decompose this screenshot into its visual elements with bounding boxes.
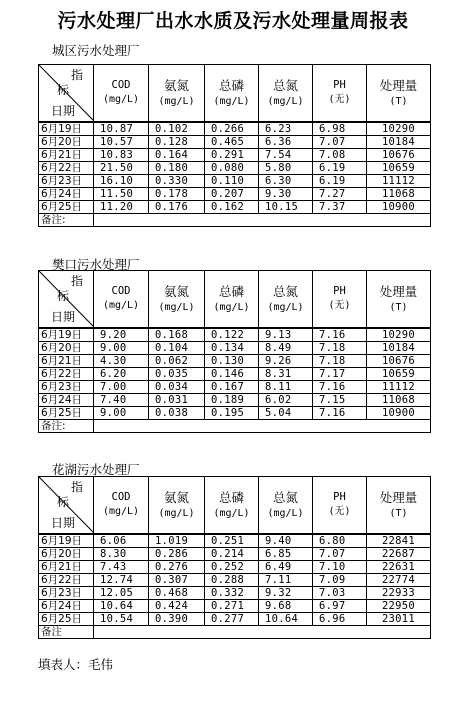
header-date-label: 日期 — [51, 104, 76, 118]
value-cell-cod: 7.40 — [94, 394, 149, 407]
value-cell-tp: 0.080 — [205, 162, 259, 175]
table-row — [39, 149, 431, 162]
value-cell-tn: 10.64 — [259, 613, 313, 626]
value-cell-tp: 0.465 — [205, 136, 259, 149]
value-cell-q: 22933 — [367, 587, 431, 600]
value-cell-ph: 7.07 — [313, 548, 367, 561]
value-cell-tn: 6.30 — [259, 175, 313, 188]
value-cell-ph: 7.16 — [313, 328, 367, 342]
table-row — [39, 328, 431, 342]
value-cell-cod: 21.50 — [94, 162, 149, 175]
table-row — [39, 548, 431, 561]
plant-name: 樊口污水处理厂 — [52, 257, 140, 272]
value-cell-q: 11068 — [367, 188, 431, 201]
table-row — [39, 587, 431, 600]
value-cell-ph: 6.96 — [313, 613, 367, 626]
column-unit: (T) — [389, 301, 408, 313]
header-row — [39, 65, 431, 123]
value-cell-ph: 6.19 — [313, 162, 367, 175]
value-cell-ph: 7.27 — [313, 188, 367, 201]
date-cell: 6月23日 — [39, 175, 94, 188]
header-indicator-label-2: 标 — [57, 495, 70, 509]
value-cell-cod: 6.20 — [94, 368, 149, 381]
column-header — [149, 65, 205, 123]
value-cell-q: 22774 — [367, 574, 431, 587]
date-cell: 6月24日 — [39, 394, 94, 407]
value-cell-cod: 10.87 — [94, 122, 149, 136]
column-unit: (无) — [328, 506, 351, 518]
value-cell-tp: 0.288 — [205, 574, 259, 587]
value-cell-tn: 6.23 — [259, 122, 313, 136]
column-header — [313, 65, 367, 123]
value-cell-ph: 7.07 — [313, 136, 367, 149]
value-cell-nh: 0.164 — [149, 149, 205, 162]
value-cell-nh: 0.034 — [149, 381, 205, 394]
header-indicator-label-2: 标 — [57, 289, 70, 303]
column-unit: (mg/L) — [158, 301, 195, 313]
table-row — [39, 201, 431, 214]
column-unit: (无) — [328, 300, 351, 312]
value-cell-cod: 6.06 — [94, 534, 149, 548]
table-row — [39, 355, 431, 368]
value-cell-tn: 6.02 — [259, 394, 313, 407]
column-header — [94, 271, 149, 329]
value-cell-cod: 7.43 — [94, 561, 149, 574]
value-cell-tp: 0.252 — [205, 561, 259, 574]
table-row — [39, 188, 431, 201]
column-header — [367, 65, 431, 123]
value-cell-ph: 7.37 — [313, 201, 367, 214]
value-cell-nh: 0.102 — [149, 122, 205, 136]
date-cell: 6月25日 — [39, 613, 94, 626]
value-cell-tn: 9.32 — [259, 587, 313, 600]
value-cell-q: 10184 — [367, 136, 431, 149]
value-cell-q: 10676 — [367, 355, 431, 368]
table-row — [39, 162, 431, 175]
note-row — [39, 420, 431, 433]
header-indicator-label: 指 — [71, 68, 84, 82]
value-cell-tp: 0.214 — [205, 548, 259, 561]
column-unit: (mg/L) — [213, 95, 250, 107]
date-cell: 6月19日 — [39, 534, 94, 548]
table-row — [39, 561, 431, 574]
value-cell-cod: 10.57 — [94, 136, 149, 149]
column-unit: (T) — [389, 507, 408, 519]
value-cell-nh: 0.307 — [149, 574, 205, 587]
note-label: 备注 — [39, 626, 94, 639]
date-cell: 6月20日 — [39, 342, 94, 355]
value-cell-ph: 7.18 — [313, 342, 367, 355]
report-title: 污水处理厂出水水质及污水处理量周报表 — [57, 10, 409, 32]
date-cell: 6月25日 — [39, 201, 94, 214]
table-row — [39, 407, 431, 420]
value-cell-nh: 0.276 — [149, 561, 205, 574]
value-cell-q: 10184 — [367, 342, 431, 355]
column-header — [367, 271, 431, 329]
value-cell-tp: 0.271 — [205, 600, 259, 613]
date-cell: 6月22日 — [39, 368, 94, 381]
column-unit: (mg/L) — [267, 301, 304, 313]
column-header — [205, 477, 259, 535]
note-label: 备注: — [39, 214, 94, 227]
column-name: 总氮 — [272, 283, 298, 299]
date-cell: 6月19日 — [39, 122, 94, 136]
value-cell-ph: 7.10 — [313, 561, 367, 574]
value-cell-q: 22950 — [367, 600, 431, 613]
value-cell-ph: 7.08 — [313, 149, 367, 162]
column-unit: (mg/L) — [158, 95, 195, 107]
value-cell-q: 10290 — [367, 122, 431, 136]
value-cell-nh: 0.180 — [149, 162, 205, 175]
column-header — [94, 477, 149, 535]
value-cell-ph: 7.17 — [313, 368, 367, 381]
column-header — [259, 271, 313, 329]
column-header — [149, 477, 205, 535]
value-cell-tn: 9.68 — [259, 600, 313, 613]
value-cell-nh: 0.468 — [149, 587, 205, 600]
column-name: 氨氮 — [163, 77, 189, 93]
note-value — [94, 420, 431, 433]
value-cell-tn: 8.49 — [259, 342, 313, 355]
note-value — [94, 626, 431, 639]
value-cell-ph: 6.98 — [313, 122, 367, 136]
value-cell-cod: 11.50 — [94, 188, 149, 201]
plant-name: 花湖污水处理厂 — [52, 462, 140, 477]
column-name: 处理量 — [379, 283, 418, 299]
diagonal-header-cell — [39, 65, 94, 123]
value-cell-tp: 0.195 — [205, 407, 259, 420]
value-cell-nh: 0.038 — [149, 407, 205, 420]
value-cell-cod: 9.00 — [94, 342, 149, 355]
value-cell-tn: 8.11 — [259, 381, 313, 394]
column-unit: (mg/L) — [267, 507, 304, 519]
value-cell-tn: 6.36 — [259, 136, 313, 149]
value-cell-tn: 5.80 — [259, 162, 313, 175]
table-row — [39, 574, 431, 587]
table-row — [39, 381, 431, 394]
column-name: COD — [111, 79, 131, 92]
column-unit: (mg/L) — [158, 507, 195, 519]
value-cell-tp: 0.110 — [205, 175, 259, 188]
column-header — [94, 65, 149, 123]
table-row — [39, 368, 431, 381]
column-header — [205, 65, 259, 123]
column-name: 氨氮 — [163, 489, 189, 505]
value-cell-ph: 6.19 — [313, 175, 367, 188]
value-cell-q: 23011 — [367, 613, 431, 626]
value-cell-nh: 0.128 — [149, 136, 205, 149]
value-cell-q: 11112 — [367, 175, 431, 188]
value-cell-tp: 0.251 — [205, 534, 259, 548]
table-row — [39, 175, 431, 188]
value-cell-ph: 7.15 — [313, 394, 367, 407]
value-cell-q: 10676 — [367, 149, 431, 162]
value-cell-tp: 0.162 — [205, 201, 259, 214]
value-cell-nh: 0.330 — [149, 175, 205, 188]
value-cell-tn: 7.54 — [259, 149, 313, 162]
column-name: 总磷 — [218, 77, 244, 93]
note-label: 备注: — [39, 420, 94, 433]
value-cell-q: 11112 — [367, 381, 431, 394]
value-cell-nh: 0.104 — [149, 342, 205, 355]
column-unit: (mg/L) — [102, 94, 140, 106]
value-cell-nh: 1.019 — [149, 534, 205, 548]
value-cell-tn: 6.85 — [259, 548, 313, 561]
date-cell: 6月21日 — [39, 149, 94, 162]
value-cell-cod: 8.30 — [94, 548, 149, 561]
value-cell-tn: 10.15 — [259, 201, 313, 214]
table-row — [39, 534, 431, 548]
report-table — [38, 270, 431, 433]
value-cell-ph: 7.16 — [313, 381, 367, 394]
column-unit: (mg/L) — [267, 95, 304, 107]
column-name: COD — [111, 491, 131, 504]
value-cell-tp: 0.332 — [205, 587, 259, 600]
date-cell: 6月21日 — [39, 355, 94, 368]
value-cell-cod: 9.20 — [94, 328, 149, 342]
column-unit: (mg/L) — [213, 507, 250, 519]
header-indicator-label: 指 — [71, 274, 84, 288]
column-unit: (mg/L) — [102, 300, 140, 312]
date-cell: 6月22日 — [39, 162, 94, 175]
value-cell-tp: 0.266 — [205, 122, 259, 136]
value-cell-tp: 0.167 — [205, 381, 259, 394]
column-unit: (无) — [328, 94, 351, 106]
value-cell-ph: 7.18 — [313, 355, 367, 368]
date-cell: 6月23日 — [39, 587, 94, 600]
value-cell-ph: 7.09 — [313, 574, 367, 587]
note-value — [94, 214, 431, 227]
date-cell: 6月21日 — [39, 561, 94, 574]
value-cell-tp: 0.122 — [205, 328, 259, 342]
value-cell-q: 10659 — [367, 162, 431, 175]
date-cell: 6月24日 — [39, 600, 94, 613]
column-name: PH — [333, 285, 346, 298]
value-cell-q: 22631 — [367, 561, 431, 574]
value-cell-cod: 4.30 — [94, 355, 149, 368]
column-unit: (mg/L) — [102, 506, 140, 518]
header-indicator-label: 指 — [71, 480, 84, 494]
column-name: 总磷 — [218, 489, 244, 505]
date-cell: 6月19日 — [39, 328, 94, 342]
value-cell-cod: 12.05 — [94, 587, 149, 600]
value-cell-nh: 0.424 — [149, 600, 205, 613]
column-name: 处理量 — [379, 489, 418, 505]
header-indicator-label-2: 标 — [57, 83, 70, 97]
filler-label: 填表人：毛伟 — [38, 657, 114, 672]
column-header — [259, 477, 313, 535]
table-row — [39, 613, 431, 626]
note-row — [39, 214, 431, 227]
date-cell: 6月22日 — [39, 574, 94, 587]
column-name: PH — [333, 491, 346, 504]
date-cell: 6月20日 — [39, 136, 94, 149]
column-header — [149, 271, 205, 329]
header-row — [39, 477, 431, 535]
value-cell-ph: 6.97 — [313, 600, 367, 613]
column-name: 氨氮 — [163, 283, 189, 299]
value-cell-nh: 0.286 — [149, 548, 205, 561]
value-cell-tn: 9.13 — [259, 328, 313, 342]
value-cell-ph: 7.16 — [313, 407, 367, 420]
value-cell-cod: 11.20 — [94, 201, 149, 214]
value-cell-ph: 7.03 — [313, 587, 367, 600]
value-cell-tn: 9.40 — [259, 534, 313, 548]
value-cell-ph: 6.80 — [313, 534, 367, 548]
table-row — [39, 600, 431, 613]
table-row — [39, 122, 431, 136]
report-table — [38, 64, 431, 227]
diagonal-header-cell — [39, 271, 94, 329]
value-cell-tp: 0.207 — [205, 188, 259, 201]
date-cell: 6月24日 — [39, 188, 94, 201]
date-cell: 6月25日 — [39, 407, 94, 420]
value-cell-q: 10900 — [367, 201, 431, 214]
value-cell-tn: 8.31 — [259, 368, 313, 381]
column-name: 处理量 — [379, 77, 418, 93]
column-name: 总磷 — [218, 283, 244, 299]
value-cell-tn: 9.30 — [259, 188, 313, 201]
value-cell-q: 22841 — [367, 534, 431, 548]
value-cell-cod: 10.64 — [94, 600, 149, 613]
value-cell-tp: 0.291 — [205, 149, 259, 162]
value-cell-cod: 12.74 — [94, 574, 149, 587]
column-header — [367, 477, 431, 535]
value-cell-q: 10659 — [367, 368, 431, 381]
value-cell-q: 11068 — [367, 394, 431, 407]
report-table — [38, 476, 431, 639]
column-unit: (mg/L) — [213, 301, 250, 313]
column-header — [313, 271, 367, 329]
value-cell-nh: 0.031 — [149, 394, 205, 407]
column-name: PH — [333, 79, 346, 92]
value-cell-q: 10900 — [367, 407, 431, 420]
table-row — [39, 394, 431, 407]
value-cell-nh: 0.390 — [149, 613, 205, 626]
date-cell: 6月20日 — [39, 548, 94, 561]
value-cell-cod: 16.10 — [94, 175, 149, 188]
value-cell-tp: 0.134 — [205, 342, 259, 355]
value-cell-cod: 10.83 — [94, 149, 149, 162]
value-cell-tn: 7.11 — [259, 574, 313, 587]
value-cell-nh: 0.168 — [149, 328, 205, 342]
plant-name: 城区污水处理厂 — [52, 43, 140, 58]
column-name: COD — [111, 285, 131, 298]
header-date-label: 日期 — [51, 516, 76, 530]
value-cell-tp: 0.189 — [205, 394, 259, 407]
value-cell-nh: 0.176 — [149, 201, 205, 214]
value-cell-tp: 0.130 — [205, 355, 259, 368]
value-cell-nh: 0.062 — [149, 355, 205, 368]
value-cell-tp: 0.277 — [205, 613, 259, 626]
value-cell-tn: 9.26 — [259, 355, 313, 368]
column-header — [313, 477, 367, 535]
value-cell-cod: 7.00 — [94, 381, 149, 394]
value-cell-q: 22687 — [367, 548, 431, 561]
table-row — [39, 342, 431, 355]
value-cell-cod: 10.54 — [94, 613, 149, 626]
value-cell-tn: 6.49 — [259, 561, 313, 574]
value-cell-nh: 0.035 — [149, 368, 205, 381]
value-cell-cod: 9.00 — [94, 407, 149, 420]
column-unit: (T) — [389, 95, 408, 107]
value-cell-tn: 5.04 — [259, 407, 313, 420]
date-cell: 6月23日 — [39, 381, 94, 394]
value-cell-nh: 0.178 — [149, 188, 205, 201]
column-header — [205, 271, 259, 329]
diagonal-header-cell — [39, 477, 94, 535]
column-name: 总氮 — [272, 77, 298, 93]
value-cell-tp: 0.146 — [205, 368, 259, 381]
table-row — [39, 136, 431, 149]
value-cell-q: 10290 — [367, 328, 431, 342]
column-header — [259, 65, 313, 123]
column-name: 总氮 — [272, 489, 298, 505]
header-row — [39, 271, 431, 329]
header-date-label: 日期 — [51, 310, 76, 324]
note-row — [39, 626, 431, 639]
